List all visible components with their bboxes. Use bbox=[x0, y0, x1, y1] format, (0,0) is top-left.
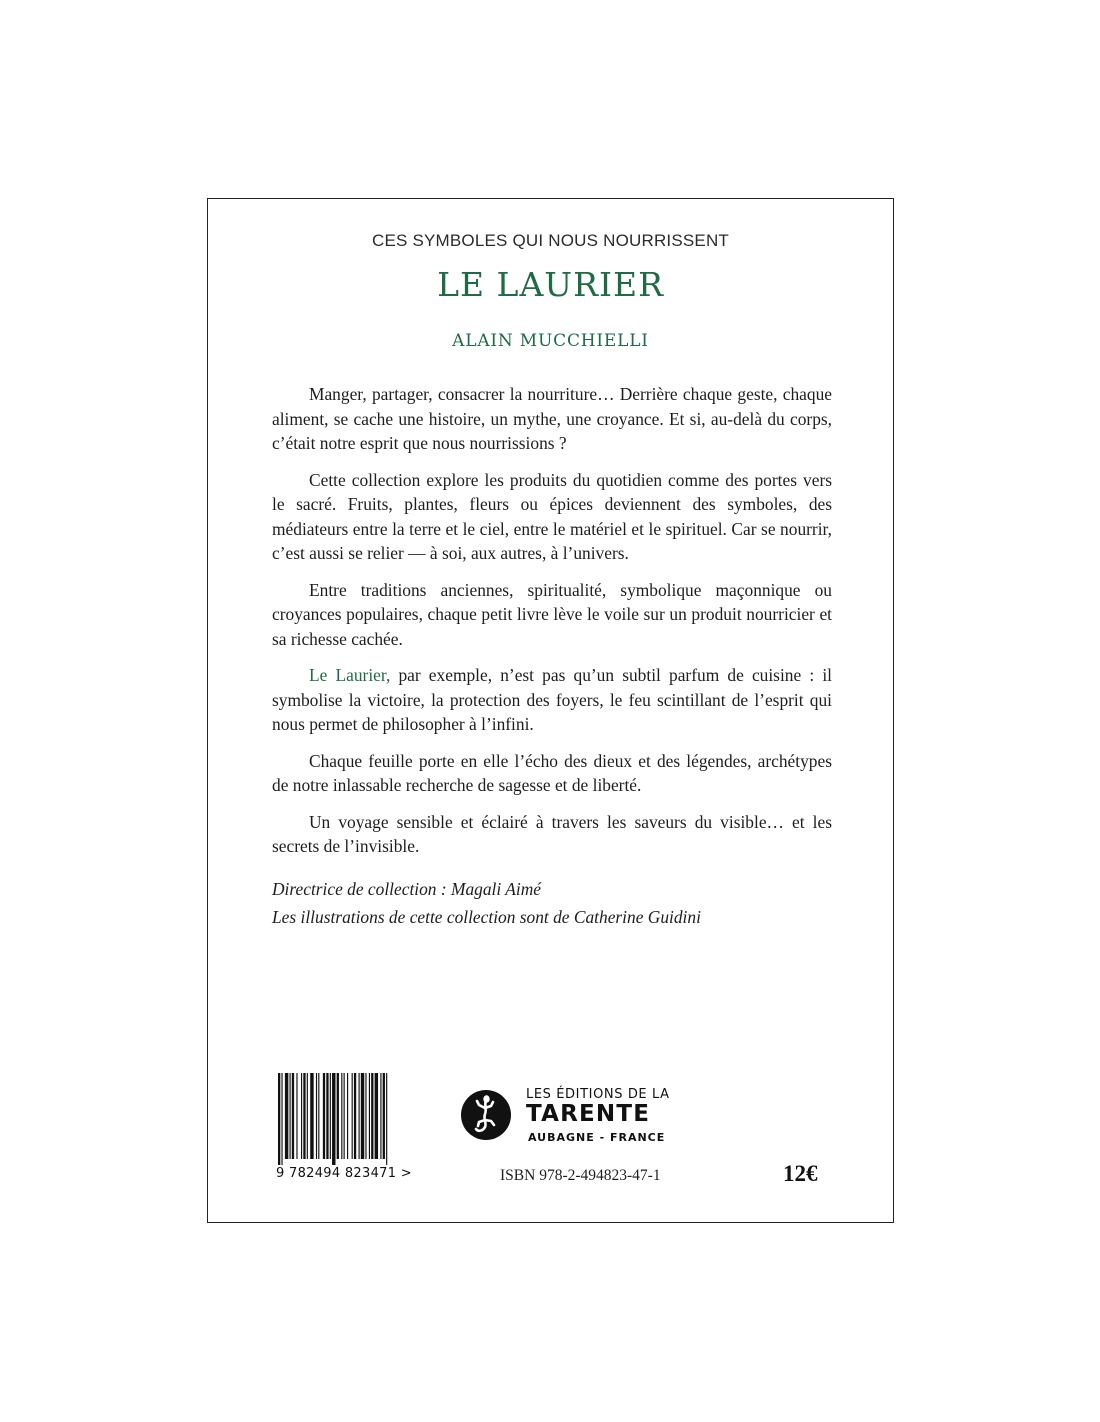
barcode-bar bbox=[292, 1073, 294, 1159]
barcode-bar bbox=[383, 1073, 385, 1159]
blurb-paragraph-1: Manger, partager, consacrer la nourriture… Derrière chaque geste, chaque aliment, se cache une histoire, un mythe, une croyance. Et si, au-delà du corps, c’était notre esprit que nous nourrissions ? bbox=[272, 384, 832, 453]
barcode-bar bbox=[359, 1073, 360, 1159]
barcode-bar bbox=[323, 1073, 325, 1159]
series-title: CES SYMBOLES QUI NOUS NOURRISSENT bbox=[371, 231, 730, 250]
barcode-bar bbox=[326, 1073, 328, 1159]
highlight-term: Le Laurier, bbox=[309, 665, 391, 685]
barcode-bar bbox=[365, 1073, 366, 1159]
blurb-paragraph-3: Entre traditions anciennes, spiritualité, symbolique maçonnique ou croyances populaires, chaque petit livre lève le voile sur un produit nourricier et sa richesse cachée. bbox=[272, 579, 832, 649]
barcode-bar bbox=[310, 1073, 313, 1159]
barcode-bar bbox=[337, 1073, 339, 1159]
barcode-digits: 9 782494 823471 > bbox=[276, 1166, 412, 1181]
blurb-paragraph-4 bbox=[272, 663, 832, 737]
blurb-paragraph-5: Chaque feuille porte en elle l’écho des dieux et des légendes, archétypes de notre inlassable recherche de sagesse et de liberté. bbox=[272, 750, 832, 795]
credits bbox=[272, 875, 852, 931]
barcode-bar bbox=[296, 1073, 297, 1159]
publisher-block bbox=[460, 1087, 690, 1147]
barcode-bar bbox=[380, 1073, 381, 1159]
barcode-bar bbox=[332, 1073, 335, 1165]
barcode-bar bbox=[347, 1073, 348, 1159]
book-back-cover bbox=[207, 198, 894, 1223]
highlight-paragraph-text: par exemple, n’est pas qu’un subtil parfum de cuisine : il symbolise la victoire, la protection des foyers, le feu scintillant de l’esprit qui nous permet de philosopher à l’infini. bbox=[272, 665, 832, 734]
gecko-logo-icon bbox=[460, 1089, 512, 1141]
barcode-bar bbox=[375, 1073, 378, 1159]
barcode-bar bbox=[281, 1073, 282, 1165]
collection-director: Directrice de collection : Magali Aimé bbox=[272, 879, 541, 899]
barcode-bar bbox=[330, 1073, 331, 1159]
barcode-bar bbox=[369, 1073, 370, 1159]
barcode-bar bbox=[361, 1073, 364, 1159]
barcode-bar bbox=[318, 1073, 319, 1159]
barcode-bar bbox=[316, 1073, 317, 1159]
blurb-paragraph-6: Un voyage sensible et éclairé à travers les saveurs du visible… et les secrets de l’invisible. bbox=[272, 811, 832, 856]
barcode-bar bbox=[278, 1073, 280, 1165]
barcode-bar bbox=[352, 1073, 353, 1159]
publisher-location: AUBAGNE - FRANCE bbox=[528, 1131, 666, 1144]
barcode-bar bbox=[386, 1073, 387, 1165]
barcode-bar bbox=[354, 1073, 356, 1159]
barcode-bar bbox=[285, 1073, 288, 1159]
book-title: LE LAURIER bbox=[437, 265, 664, 304]
barcode bbox=[276, 1073, 421, 1189]
barcode-bar bbox=[341, 1073, 342, 1159]
blurb-paragraph-2: Cette collection explore les produits du quotidien comme des portes vers le sacré. Fruits, plantes, fleurs ou épices deviennent des symboles, des médiateurs entre la terre et le ciel, entre le matériel et le spirituel. Car se nourrir, c’est aussi se relier — à soi, aux autres, à l’univers. bbox=[272, 469, 832, 563]
barcode-bar bbox=[307, 1073, 308, 1159]
barcode-icon bbox=[276, 1073, 421, 1165]
illustrations-credit: Les illustrations de cette collection sont de Catherine Guidini bbox=[272, 907, 701, 927]
barcode-bar bbox=[303, 1073, 305, 1159]
blurb bbox=[272, 382, 832, 871]
publisher-line-1: LES ÉDITIONS DE LA bbox=[526, 1087, 670, 1102]
author-name: ALAIN MUCCHIELLI bbox=[452, 331, 649, 351]
price: 12€ bbox=[783, 1161, 818, 1186]
barcode-bar bbox=[371, 1073, 373, 1159]
barcode-bar bbox=[344, 1073, 345, 1159]
publisher-name: TARENTE bbox=[526, 1101, 651, 1127]
isbn: ISBN 978-2-494823-47-1 bbox=[500, 1167, 661, 1184]
barcode-bar bbox=[290, 1073, 291, 1159]
barcode-bar bbox=[301, 1073, 302, 1159]
